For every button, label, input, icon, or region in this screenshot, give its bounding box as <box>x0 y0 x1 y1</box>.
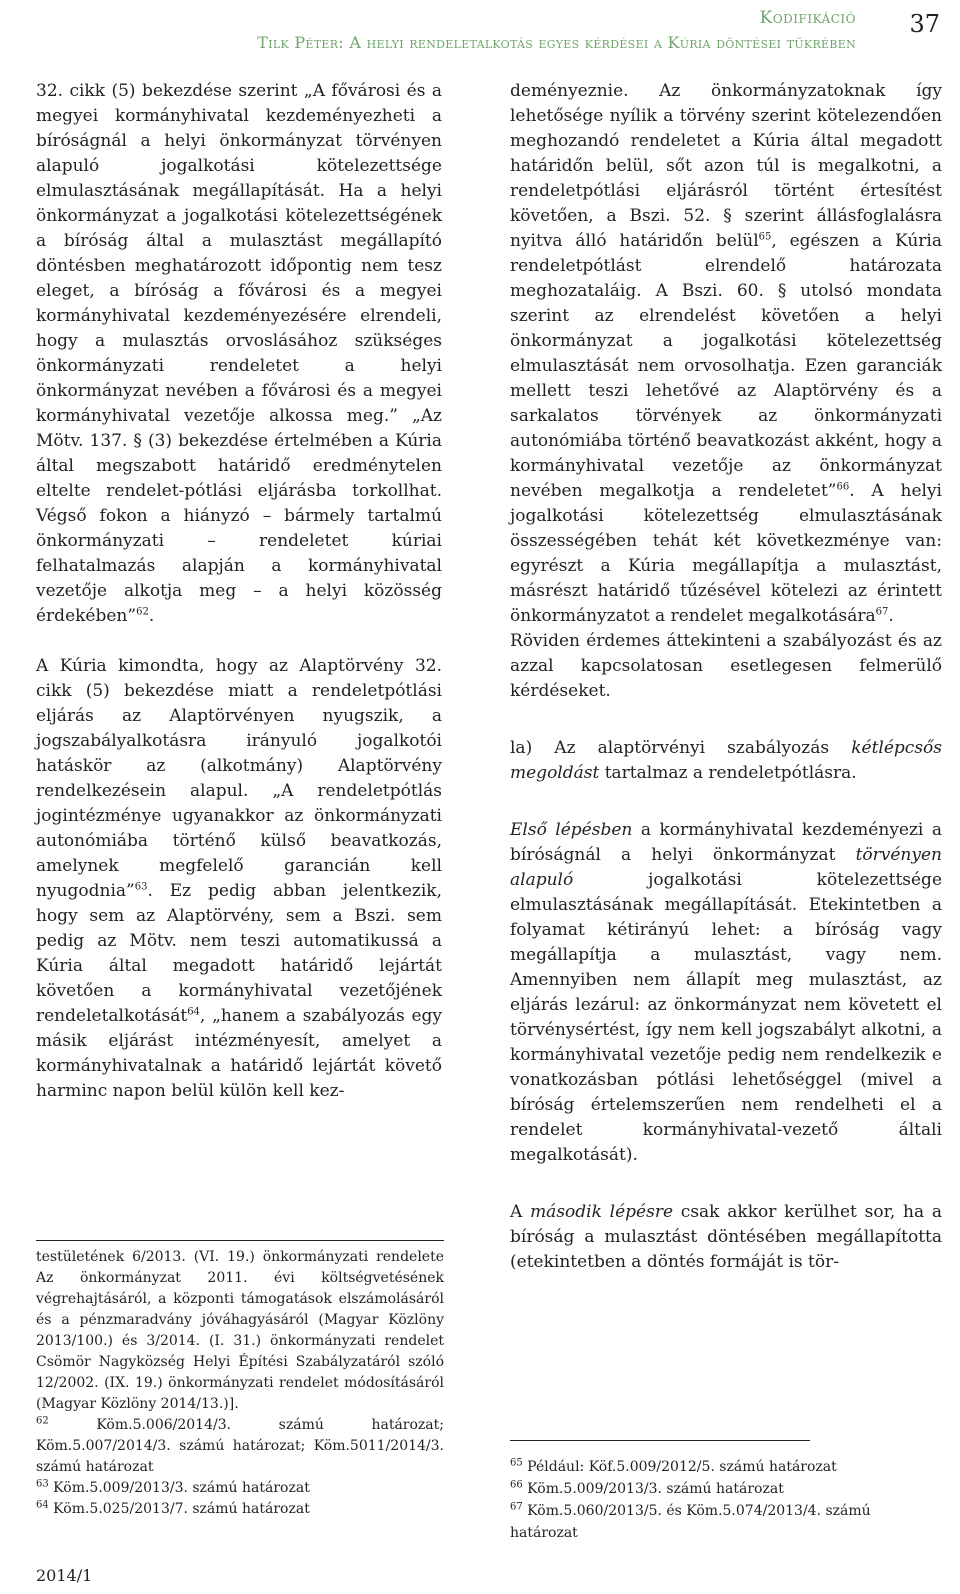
footnote-62 <box>36 1415 444 1478</box>
article-running-title: Tilk Péter: A helyi rendeletalkotás egyes kérdései a Kúria döntései tükrében <box>257 33 856 52</box>
footnote-62-text: Köm.5.006/2014/3. számú határozat; Köm.5.007/2014/3. számú határozat; Köm.5011/2014/3. számú határozat <box>36 1417 444 1475</box>
footnote-ref-63[interactable]: 63 <box>134 881 148 893</box>
right-p4-italic-1: Első lépésben <box>510 820 633 840</box>
page-number: 37 <box>909 10 940 38</box>
footnote-63-text: Köm.5.009/2013/3. számú határozat <box>48 1480 310 1496</box>
footnote-63 <box>36 1478 444 1499</box>
right-paragraph-2: Röviden érdemes áttekinteni a szabályozást és az azzal kapcsolatosan esetlegesen felmerülő kérdéseket. <box>510 631 942 701</box>
footnote-67-number: 67 <box>510 1501 523 1513</box>
right-p3-italic: kétlépcsős megoldást <box>510 738 942 783</box>
left-p2-text-c: , „hanem a szabályozás egy másik eljárást intézményesít, amelyet a kormányhivatalnak a határidő lejártát követő harminc napon belül külön kell kez- <box>36 1006 442 1101</box>
right-p3-text-b: tartalmaz a rendeletpótlásra. <box>599 763 857 783</box>
footnote-62-number: 62 <box>36 1415 49 1427</box>
footnote-65-text: Például: Köf.5.009/2012/5. számú határozat <box>522 1459 837 1475</box>
right-p1-text-b: , egészen a Kúria rendeletpótlást elrendelő határozata meghozataláig. A Bszi. 60. § utolsó mondata szerint az elrendelést követően a helyi önkormányzat a jogalkotási kötelezettség elmulasztását nem orvosolhatja. Ezen garanciák mellett teszi lehetővé az Alaptörvény és a sarkalatos törvények az önkormányzati autonómiába történő beavatkozást akként, hogy a kormányhivatal vezetője az önkormányzat nevében megalkotja a rendeletet” <box>510 231 942 501</box>
left-p2-text-b: . Ez pedig abban jelentkezik, hogy sem az Alaptörvény, sem a Bszi. sem pedig az Mötv. nem teszi automatikussá a Kúria által megadott határidő lejártát követően a kormányhivatal vezetőjének rendeletalkotását <box>36 881 442 1026</box>
footnote-65 <box>510 1456 942 1478</box>
left-p1-text: 32. cikk (5) bekezdése szerint „A fővárosi és a megyei kormányhivatal kezdeményezheti a bíróságnál a helyi önkormányzat törvényen alapuló jogalkotási kötelezettsége elmulasztásának megállapítását. Ha a helyi önkormányzat a jogalkotási kötelezettségének a bíróság által a mulasztást megállapító döntésben meghatározott időpontig nem tesz eleget, a bíróság a fővárosi és a megyei kormányhivatal kezdeményezésére elrendeli, hogy a mulasztás orvoslásához szükséges önkormányzati rendeletet a helyi önkormányzat nevében a fővárosi és a megyei kormányhivatal vezetője alkossa meg.” „Az Mötv. 137. § (3) bekezdése értelmében a Kúria által megszabott határidő eredménytelen eltelte rendelet-pótlási eljárásba torkollhat. Végső fokon a hiányzó – bármely tartalmú önkormányzati – rendeletet kúriai felhatalmazás alapján a kormányhivatal vezetője alkotja meg – a helyi közösség érdekében” <box>36 81 442 626</box>
right-paragraph-3 <box>510 736 942 786</box>
footnote-ref-66[interactable]: 66 <box>836 481 850 493</box>
left-paragraph-2 <box>36 654 442 1104</box>
footnote-64 <box>36 1499 444 1520</box>
right-p4-italic-2: törvényen alapuló <box>510 845 942 890</box>
footnote-66 <box>510 1478 942 1500</box>
footnote-divider-right <box>510 1440 810 1441</box>
footnote-ref-62[interactable]: 62 <box>136 606 149 618</box>
footnote-ref-65[interactable]: 65 <box>758 231 772 243</box>
right-p5-text-a: A <box>510 1202 531 1222</box>
right-p1-text-c: . A helyi jogalkotási kötelezettség elmulasztásának összességében tehát két következménye van: egyrészt a Kúria megállapítja a mulasztást, másrészt határidő tűzésével kötelezi az érintett önkormányzatot a rendelet megalkotására <box>510 481 942 626</box>
right-paragraph-5 <box>510 1200 942 1275</box>
footnotes-left <box>36 1247 444 1520</box>
right-column <box>510 79 942 1275</box>
footnote-divider-left <box>36 1240 444 1241</box>
right-p3-text-a: la) Az alaptörvényi szabályozás <box>510 738 852 758</box>
footnote-ref-64[interactable]: 64 <box>187 1006 200 1018</box>
left-p2-text-a: A Kúria kimondta, hogy az Alaptörvény 32. cikk (5) bekezdése miatt a rendeletpótlási eljárás az Alaptörvényen nyugszik, a jogszabályalkotásra irányuló jogalkotói hatáskör az (alkotmány) Alaptörvény rendelkezésein alapul. „A rendeletpótlás jogintézménye ugyanakkor az önkormányzati autonómiába történő külső beavatkozás, amelynek megfelelő garancián kell nyugodnia” <box>36 656 442 901</box>
left-column <box>36 79 442 1104</box>
left-p1-end: . <box>148 606 155 626</box>
right-p1-text-a: deményeznie. Az önkormányzatoknak így lehetősége nyílik a törvény szerint kötelezendően meghozandó rendeletet a Kúria által megadott határidőn belül, sőt azon túl is megalkotni, a rendeletpótlási eljárásról történt értesítést követően, a Bszi. 52. § szerint állásfoglalásra nyitva álló határidőn belül <box>510 81 942 251</box>
page-header <box>0 0 960 60</box>
right-p5-text-b: csak akkor kerülhet sor, ha a bíróság a mulasztást döntésében megállapította (etekintetben a döntés formáját is tör- <box>510 1202 943 1272</box>
left-paragraph-1 <box>36 79 442 629</box>
right-paragraph-1 <box>510 79 942 629</box>
footnote-66-text: Köm.5.009/2013/3. számú határozat <box>522 1481 784 1497</box>
footnote-63-number: 63 <box>36 1478 49 1490</box>
footnote-64-number: 64 <box>36 1499 49 1511</box>
footnote-66-number: 66 <box>510 1479 523 1491</box>
footnote-65-number: 65 <box>510 1457 523 1469</box>
footnotes-right <box>510 1456 942 1544</box>
journal-title: Kodifikáció <box>759 8 856 28</box>
issue-label: 2014/1 <box>36 1566 93 1585</box>
footnote-64-text: Köm.5.025/2013/7. számú határozat <box>48 1501 310 1517</box>
right-p4-text-a: a kormányhivatal kezdeményezi a bíróságnál a helyi önkormányzat <box>510 820 942 865</box>
right-p4-text-b: jogalkotási kötelezettsége elmulasztásának megállapítását. Etekintetben a folyamat kétirányú lehet: a bíróság vagy megállapítja a mulasztást, vagy nem. Amennyiben nem állapít meg mulasztást, az eljárás lezárul: az önkormányzat nem követett el törvénysértést, így nem kell jogszabályt alkotni, a kormányhivatal vezetője pedig nem rendelkezik e vonatkozásban pótlási lehetőséggel (mivel a bíróság értelemszerűen nem rendelheti el a rendelet kormányhivatal-vezető általi megalkotását). <box>510 870 942 1165</box>
footnote-continuation: testületének 6/2013. (VI. 19.) önkormányzati rendelete Az önkormányzat 2011. évi költségvetésének végrehajtásáról, a központi támogatások elszámolásáról és a pénzmaradvány jóváhagyásáról (Magyar Közlöny 2013/100.) és 3/2014. (I. 31.) önkormányzati rendelet Csömör Nagyközség Helyi Építési Szabályzatáról szóló 12/2002. (IX. 19.) önkormányzati rendelet módosításáról (Magyar Közlöny 2014/13.)]. <box>36 1249 444 1412</box>
right-p5-italic: második lépésre <box>530 1202 674 1222</box>
right-paragraph-4 <box>510 818 942 1168</box>
right-p1-end: . <box>888 606 894 626</box>
footnote-67 <box>510 1500 942 1544</box>
footnote-67-text: Köm.5.060/2013/5. és Köm.5.074/2013/4. számú határozat <box>510 1503 871 1541</box>
footnote-ref-67[interactable]: 67 <box>875 606 889 618</box>
